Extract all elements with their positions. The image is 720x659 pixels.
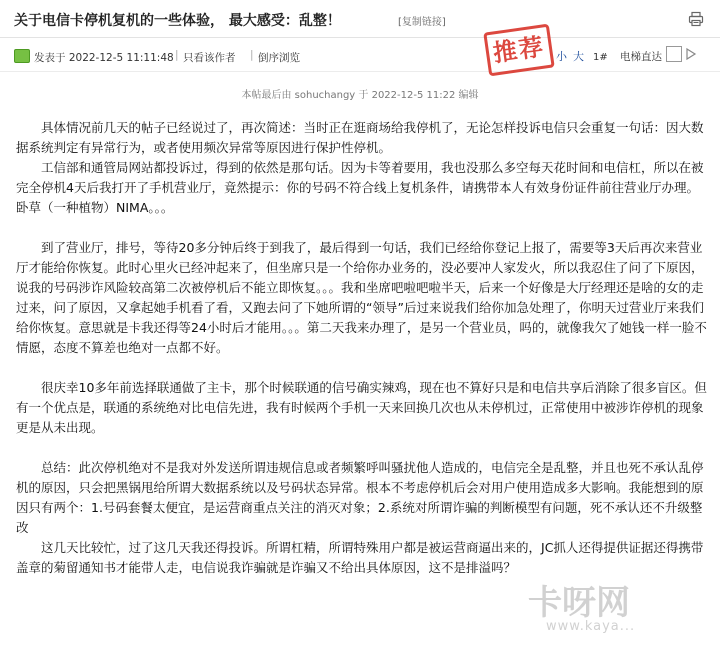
- recommend-stamp: 推荐: [483, 24, 554, 77]
- separator: |: [175, 49, 179, 61]
- go-arrow-icon[interactable]: [684, 46, 698, 62]
- post-time: 发表于 2022-12-5 11:11:48: [34, 52, 174, 64]
- paragraph: 很庆幸10多年前选择联通做了主卡，那个时候联通的信号确实辣鸡，现在也不算好只是和电信共享后消除了很多盲区。但有一个优点是，联通的系统绝对比电信先进，我有时候两个手机一天来回换几次也从未停机过，正常使用中被涉诈停机的现象更是从未出现。: [16, 380, 707, 435]
- post-content: [16, 118, 710, 578]
- watermark-url: www.kaya...: [546, 619, 636, 634]
- floor-number: 1#: [593, 52, 608, 63]
- watermark-brand: 卡呀网: [528, 583, 630, 623]
- paragraph: 到了营业厅，排号，等待20多分钟后终于到我了，最后得到一句话，我们已经给你登记上报了，需要等3天后再次来营业厅才能给你恢复。此时心里火已经冲起来了，但坐席只是一个给你办业务的，没必要冲人家发火，所以我忍住了问了下原因，说我的号码涉诈风险较高第二次被停机后不能立即恢复。。。我和坐席吧啦吧啦半天，后来一个好像是大厅经理还是啥的女的走过来，问了原因，又拿起她手机看了看，又跑去问了下她所谓的“领导”后过来说我们给你加急处理了，你明天过营业厅来我们给你恢复。意思就是卡我还得等24小时后才能用。。。第二天我来办理了，是另一个营业员，吗的，就像我欠了她钱一样一脸不情愿，态度不算差也绝对一点都不好。: [16, 240, 707, 355]
- elevator-floor-input[interactable]: [666, 46, 682, 62]
- thread-title: 关于电信卡停机复机的一些体验， 最大感受：乱整！: [14, 13, 341, 29]
- elevator-label: 电梯直达: [620, 51, 662, 63]
- font-small-button[interactable]: 小: [556, 50, 567, 63]
- paragraph: 工信部和通管局网站都投诉过，得到的依然是那句话。因为卡等着要用，我也没那么多空每天花时间和电信杠，所以在被完全停机4天后我打开了手机营业厅，竟然提示：你的号码不符合线上复机条件，请携带本人有效身份证件前往营业厅办理。卧草（一种植物）NIMA。。。: [16, 160, 704, 215]
- post-meta-bar: [0, 38, 720, 72]
- separator: |: [250, 49, 254, 61]
- copy-link-button[interactable]: [复制链接]: [398, 17, 446, 28]
- thread-title-bar: [0, 0, 720, 38]
- reverse-order-link[interactable]: 倒序浏览: [258, 52, 300, 64]
- edit-note: 本帖最后由 sohuchangy 于 2022-12-5 11:22 编辑: [241, 90, 479, 101]
- font-large-button[interactable]: 大: [573, 50, 584, 63]
- paragraph: 具体情况前几天的帖子已经说过了，再次简述：当时正在逛商场给我停机了，无论怎样投诉电信只会重复一句话：因大数据系统判定有异常行为，或者使用频次异常等原因进行保护性停机。: [16, 120, 704, 155]
- paragraph: 这几天比较忙，过了这几天我还得投诉。所谓杠精，所谓特殊用户都是被运营商逼出来的，JC抓人还得提供证据还得携带盖章的菊留通知书才能带人走，电信说我诈骗就是诈骗又不给出具体原因，这不是排溢吗？: [16, 540, 704, 575]
- paragraph: 总结：此次停机绝对不是我对外发送所谓违规信息或者频繁呼叫骚扰他人造成的，电信完全是乱整，并且也死不承认乱停机的原因，只会把黑锅甩给所谓大数据系统以及号码状态异常。根本不考虑停机后会对用户使用造成多大影响。我能想到的原因只有两个：1.号码套餐太便宜，是运营商重点关注的消灭对象；2.系统对所谓诈骗的判断模型有问题，死不承认还不升级整改: [16, 460, 704, 535]
- author-only-link[interactable]: 只看该作者: [183, 52, 236, 64]
- print-icon[interactable]: [688, 11, 704, 27]
- site-watermark: [528, 575, 708, 635]
- online-status-icon: [14, 49, 30, 63]
